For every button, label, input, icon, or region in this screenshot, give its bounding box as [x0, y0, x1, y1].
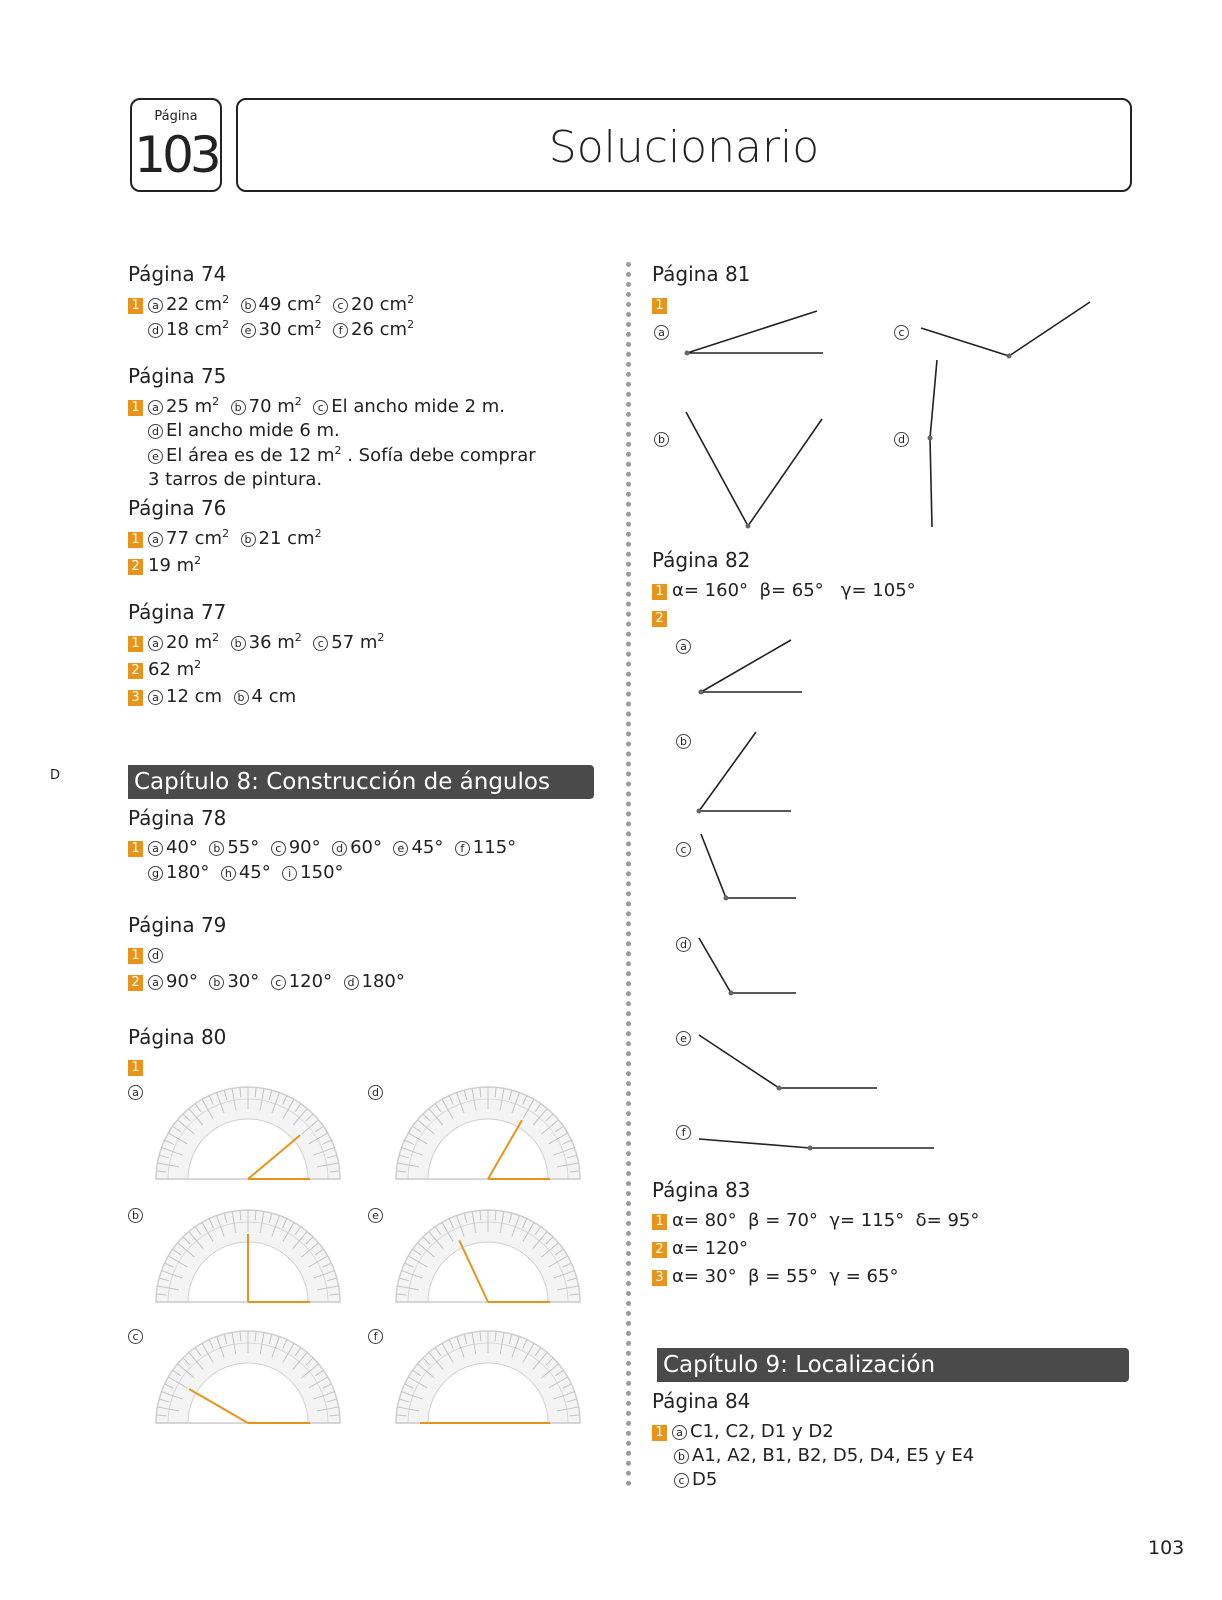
superscript: 2 [222, 527, 230, 540]
answer-text: 180° [361, 971, 405, 992]
angle-e-drawing [699, 1035, 877, 1088]
letter-circle: c [333, 298, 348, 313]
letter-circle: b [241, 298, 256, 313]
letter-circle: a [148, 975, 163, 990]
letter-circle-d: d [894, 432, 909, 447]
answer-text: 62 m [148, 659, 195, 680]
p75-line-4: 3 tarros de pintura. [148, 469, 323, 490]
letter-circle: g [148, 866, 163, 881]
letter-circle-c: c [676, 842, 691, 857]
answer-text: α= 30° β = 55° γ = 65° [672, 1266, 899, 1287]
letter-circle-c: c [128, 1329, 143, 1344]
exercise-number-badge: 3 [128, 690, 143, 706]
superscript: 2 [314, 527, 322, 540]
margin-mark: D [50, 768, 61, 783]
exercise-number-badge: 1 [652, 298, 667, 314]
superscript: 2 [222, 318, 230, 331]
heading-pagina-75: Página 75 [128, 364, 227, 388]
heading-pagina-82: Página 82 [652, 548, 751, 572]
vertex-dot [699, 690, 704, 695]
exercise-number-badge: 2 [128, 663, 143, 679]
letter-circle-f: f [368, 1329, 383, 1344]
heading-pagina-78: Página 78 [128, 806, 227, 830]
letter-circle: f [333, 323, 348, 338]
letter-circle-e: e [676, 1031, 691, 1046]
angle-f-drawing [699, 1139, 934, 1148]
superscript: 2 [334, 444, 342, 457]
p83-line-2 [652, 1238, 748, 1259]
answer-text: α= 120° [672, 1238, 749, 1259]
p83-line-1 [652, 1210, 979, 1231]
footer-page-number: 103 [1148, 1537, 1185, 1559]
answer-text: 30 cm [258, 319, 315, 340]
p84-line-1 [652, 1421, 834, 1442]
letter-circle-d: d [676, 937, 691, 952]
letter-circle: a [148, 841, 163, 856]
answer-text: α= 80° β = 70° γ= 115° δ= 95° [672, 1210, 980, 1231]
vertex-dot [777, 1086, 782, 1091]
letter-circle: a [148, 532, 163, 547]
letter-circle: c [271, 975, 286, 990]
letter-circle: c [313, 636, 328, 651]
answer-text: 90° [166, 971, 198, 992]
letter-circle: c [313, 400, 328, 415]
letter-circle-f: f [676, 1125, 691, 1140]
answer-text: A1, A2, B1, B2, D5, D4, E5 y E4 [692, 1445, 975, 1466]
answer-text: 36 m [248, 632, 295, 653]
letter-circle: c [271, 841, 286, 856]
exercise-number-badge: 1 [128, 1060, 143, 1076]
letter-circle: a [148, 636, 163, 651]
letter-circle: e [241, 323, 256, 338]
letter-circle: a [148, 690, 163, 705]
angle-a-drawing [701, 640, 802, 692]
exercise-number-badge: 1 [128, 636, 143, 652]
page-number: 103 [134, 126, 218, 184]
answer-text: 18 cm [166, 319, 223, 340]
page-title: Solucionario [548, 122, 820, 173]
letter-circle: i [282, 866, 297, 881]
heading-pagina-81: Página 81 [652, 262, 751, 286]
answer-text: 30° [227, 971, 260, 992]
exercise-number-badge: 1 [128, 400, 143, 416]
answer-text: 90° [288, 837, 321, 858]
letter-circle-b: b [654, 432, 669, 447]
superscript: 2 [377, 631, 385, 644]
letter-circle: d [148, 424, 163, 439]
heading-pagina-74: Página 74 [128, 262, 227, 286]
letter-circle-b: b [676, 734, 691, 749]
heading-pagina-80: Página 80 [128, 1025, 227, 1049]
answer-text: 120° [288, 971, 333, 992]
answer-text: 77 cm [166, 528, 223, 549]
answer-text: 40° [166, 837, 198, 858]
answer-text: 180° [166, 862, 210, 883]
answer-text: 26 cm [351, 319, 408, 340]
answer-text: 12 cm [166, 686, 223, 707]
answer-text: 4 cm [251, 686, 297, 707]
answer-text: . Sofía debe comprar [341, 445, 536, 466]
vertex-dot [808, 1146, 813, 1151]
letter-circle: b [209, 841, 224, 856]
exercise-number-badge: 1 [128, 532, 143, 548]
superscript: 2 [294, 395, 302, 408]
answer-text: 21 cm [258, 528, 315, 549]
pagina-label: Página [154, 109, 198, 124]
heading-pagina-84: Página 84 [652, 1389, 751, 1413]
letter-circle-d: d [368, 1085, 383, 1100]
letter-circle: e [148, 449, 163, 464]
chapter-8-banner: Capítulo 8: Construcción de ángulos [128, 765, 594, 799]
answer-text: 22 cm [166, 294, 223, 315]
exercise-number-badge: 1 [652, 584, 667, 600]
heading-pagina-83: Página 83 [652, 1178, 751, 1202]
letter-circle: d [148, 323, 163, 338]
exercise-number-badge: 1 [128, 841, 143, 857]
letter-circle: b [209, 975, 224, 990]
letter-circle: d [332, 841, 347, 856]
exercise-number-badge: 2 [652, 1242, 667, 1258]
answer-text: 60° [350, 837, 382, 858]
letter-circle: f [455, 841, 470, 856]
letter-circle: b [231, 400, 246, 415]
angle-d-drawing [699, 938, 796, 993]
answer-text: 20 m [166, 632, 213, 653]
letter-circle: a [148, 400, 163, 415]
letter-circle: a [672, 1425, 687, 1440]
superscript: 2 [407, 293, 415, 306]
superscript: 2 [222, 293, 230, 306]
answer-text: 19 m [148, 555, 195, 576]
exercise-number-badge: 2 [652, 611, 667, 627]
letter-circle: d [344, 975, 359, 990]
letter-circle-b: b [128, 1208, 143, 1223]
answer-text: 45° [411, 837, 444, 858]
exercise-number-badge: 1 [128, 298, 143, 314]
superscript: 2 [294, 631, 302, 644]
answer-text: El área es de 12 m [166, 445, 335, 466]
exercise-number-badge: 2 [128, 559, 143, 575]
letter-circle-e: e [368, 1208, 383, 1223]
superscript: 2 [212, 631, 220, 644]
answer-text: C1, C2, D1 y D2 [690, 1421, 834, 1442]
angle-c-drawing [701, 834, 796, 898]
letter-circle: e [393, 841, 408, 856]
exercise-number-badge: 1 [128, 948, 143, 964]
letter-circle-a: a [676, 639, 691, 654]
answer-text: 20 cm [351, 294, 408, 315]
p84-line-3 [674, 1469, 717, 1490]
answer-text: 150° [300, 862, 344, 883]
heading-pagina-79: Página 79 [128, 913, 227, 937]
letter-circle: b [231, 636, 246, 651]
answer-text: 25 m [166, 396, 213, 417]
vertex-dot [697, 809, 702, 814]
superscript: 2 [194, 554, 202, 567]
superscript: 2 [212, 395, 220, 408]
exercise-number-badge: 2 [128, 975, 143, 991]
letter-circle: b [674, 1449, 689, 1464]
letter-circle: h [221, 866, 236, 881]
letter-circle: c [674, 1473, 689, 1488]
answer-text: 115° [472, 837, 517, 858]
letter-circle: b [234, 690, 249, 705]
superscript: 2 [407, 318, 415, 331]
vertex-dot [729, 991, 734, 996]
heading-pagina-77: Página 77 [128, 600, 227, 624]
answer-text: 70 m [248, 396, 295, 417]
superscript: 2 [314, 293, 322, 306]
answer-text: D5 [692, 1469, 718, 1490]
vertex-dot [724, 896, 729, 901]
letter-circle: d [148, 948, 163, 963]
answer-text: El ancho mide 2 m. [331, 396, 506, 417]
exercise-number-badge: 1 [652, 1214, 667, 1230]
superscript: 2 [314, 318, 322, 331]
answer-text: 45° [238, 862, 271, 883]
answer-text: El ancho mide 6 m. [166, 420, 340, 441]
angle-b-drawing [699, 732, 791, 811]
letter-circle: a [148, 298, 163, 313]
p84-line-2 [674, 1445, 974, 1466]
chapter-9-banner: Capítulo 9: Localización [657, 1348, 1129, 1382]
exercise-number-badge: 1 [652, 1425, 667, 1441]
letter-circle-a: a [128, 1085, 143, 1100]
exercise-number-badge: 3 [652, 1270, 667, 1286]
letter-circle: b [241, 532, 256, 547]
superscript: 2 [194, 658, 202, 671]
answer-text: α= 160° β= 65° γ= 105° [672, 580, 916, 601]
letter-circle-a: a [654, 325, 669, 340]
letter-circle-c: c [894, 325, 909, 340]
heading-pagina-76: Página 76 [128, 496, 227, 520]
answer-text: 55° [227, 837, 260, 858]
answer-text: 57 m [331, 632, 378, 653]
answer-text: 49 cm [258, 294, 315, 315]
p83-line-3 [652, 1266, 898, 1287]
